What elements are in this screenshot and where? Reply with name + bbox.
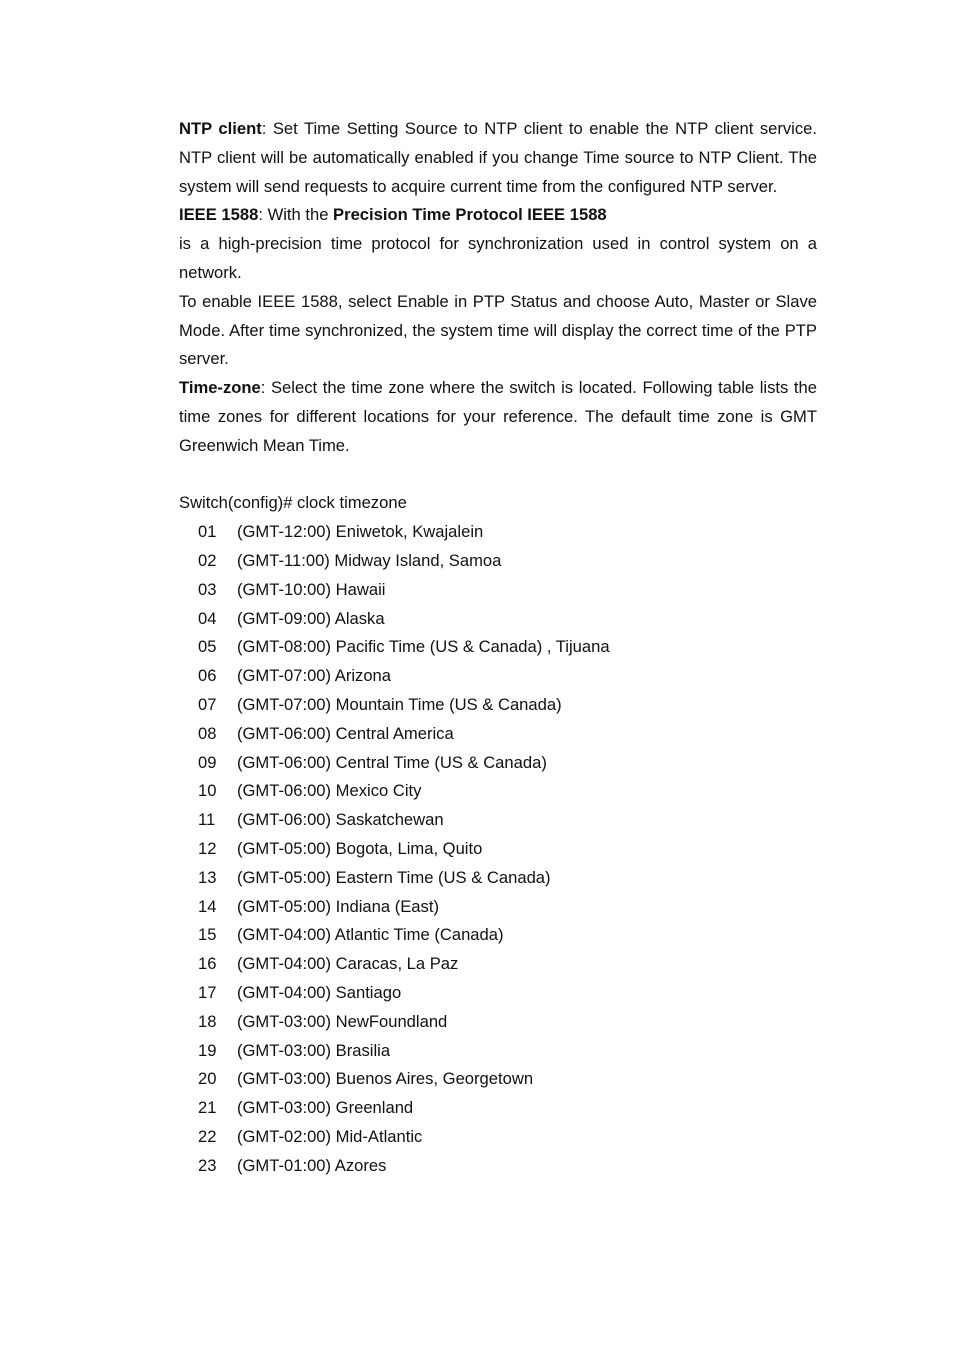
timezone-number: 20 [198,1069,217,1089]
timezone-name: (GMT-08:00) Pacific Time (US & Canada) , Tijuana [237,637,610,657]
timezone-row [179,1094,817,1123]
ieee-1588-enable-instructions: To enable IEEE 1588, select Enable in PTP Status and choose Auto, Master or Slave Mode. After time synchronized, the system time will display the correct time of the PTP server. [179,291,817,369]
timezone-row [179,547,817,576]
timezone-row [179,921,817,950]
ntp-client-term: NTP client [179,119,262,138]
timezone-row [179,1123,817,1152]
timezone-number: 15 [198,925,217,945]
timezone-number: 11 [198,810,216,830]
ieee-1588-heading-line [179,201,817,230]
timezone-row [179,749,817,778]
timezone-name: (GMT-10:00) Hawaii [237,579,386,599]
timezone-number: 13 [198,867,217,887]
timezone-row [179,979,817,1008]
timezone-name: (GMT-05:00) Bogota, Lima, Quito [237,838,483,858]
timezone-number: 07 [198,694,217,714]
timezone-row [179,720,817,749]
timezone-name: (GMT-05:00) Indiana (East) [237,896,439,916]
timezone-number: 22 [198,1126,217,1146]
ieee-1588-connector: : With the [258,205,334,225]
timezone-number: 10 [198,781,217,801]
timezone-name: (GMT-07:00) Mountain Time (US & Canada) [237,694,562,714]
timezone-row [179,1037,817,1066]
ieee-1588-term: IEEE 1588 [179,205,259,225]
ntp-client-paragraph [179,115,817,201]
timezone-name: (GMT-03:00) NewFoundland [237,1011,448,1031]
timezone-row [179,864,817,893]
timezone-number: 23 [198,1155,217,1175]
timezone-number: 02 [198,550,217,570]
timezone-number: 03 [198,579,217,599]
timezone-name: (GMT-04:00) Caracas, La Paz [237,954,459,974]
timezone-name: (GMT-03:00) Buenos Aires, Georgetown [237,1069,534,1089]
timezone-row [179,1008,817,1037]
time-zone-term: Time-zone [179,378,261,398]
timezone-row [179,806,817,835]
timezone-number: 01 [198,522,217,542]
timezone-name: (GMT-04:00) Atlantic Time (Canada) [237,925,504,945]
ntp-client-description: : Set Time Setting Source to NTP client to enable the NTP client service. NTP client will be automatically enabled if you change Time source to NTP Client. The system will send requests to acquire current time from the configured NTP server. [179,119,817,196]
timezone-name: (GMT-06:00) Central Time (US & Canada) [237,752,547,772]
timezone-name: (GMT-03:00) Greenland [237,1098,414,1118]
timezone-number: 05 [198,637,217,657]
time-zone-paragraph [179,374,817,460]
timezone-number: 12 [198,838,217,858]
timezone-name: (GMT-06:00) Mexico City [237,781,422,801]
timezone-row [179,518,817,547]
timezone-row [179,1152,817,1181]
timezone-number: 17 [198,982,217,1002]
timezone-number: 16 [198,954,217,974]
timezone-row [179,633,817,662]
timezone-name: (GMT-02:00) Mid-Atlantic [237,1126,423,1146]
timezone-number: 14 [198,896,217,916]
timezone-name: (GMT-05:00) Eastern Time (US & Canada) [237,867,551,887]
timezone-number: 06 [198,666,217,686]
timezone-name: (GMT-12:00) Eniwetok, Kwajalein [237,522,484,542]
timezone-row [179,605,817,634]
ieee-1588-description: is a high-precision time protocol for synchronization used in control system on a network. [179,234,817,282]
timezone-name: (GMT-03:00) Brasilia [237,1040,391,1060]
timezone-number: 04 [198,608,217,628]
timezone-list [179,518,817,1180]
timezone-name: (GMT-07:00) Arizona [237,666,392,686]
timezone-number: 19 [198,1040,217,1060]
timezone-name: (GMT-06:00) Central America [237,723,454,743]
timezone-row [179,1065,817,1094]
spacer [179,461,817,490]
timezone-row [179,777,817,806]
timezone-number: 21 [198,1098,217,1118]
timezone-row [179,691,817,720]
ptp-protocol-name: Precision Time Protocol IEEE 1588 [333,205,607,225]
timezone-row [179,835,817,864]
timezone-name: (GMT-06:00) Saskatchewan [237,810,444,830]
timezone-row [179,662,817,691]
timezone-name: (GMT-04:00) Santiago [237,982,402,1002]
cli-command: Switch(config)# clock timezone [179,493,407,513]
timezone-name: (GMT-11:00) Midway Island, Samoa [237,550,502,570]
time-zone-description: : Select the time zone where the switch is located. Following table lists the time zones for different locations for your reference. The default time zone is GMT Greenwich Mean Time. [179,378,817,455]
timezone-row [179,576,817,605]
timezone-name: (GMT-09:00) Alaska [237,608,385,628]
timezone-number: 09 [198,752,217,772]
timezone-row [179,893,817,922]
timezone-name: (GMT-01:00) Azores [237,1155,387,1175]
timezone-number: 18 [198,1011,217,1031]
timezone-row [179,950,817,979]
timezone-number: 08 [198,723,217,743]
document-page [179,115,817,1180]
